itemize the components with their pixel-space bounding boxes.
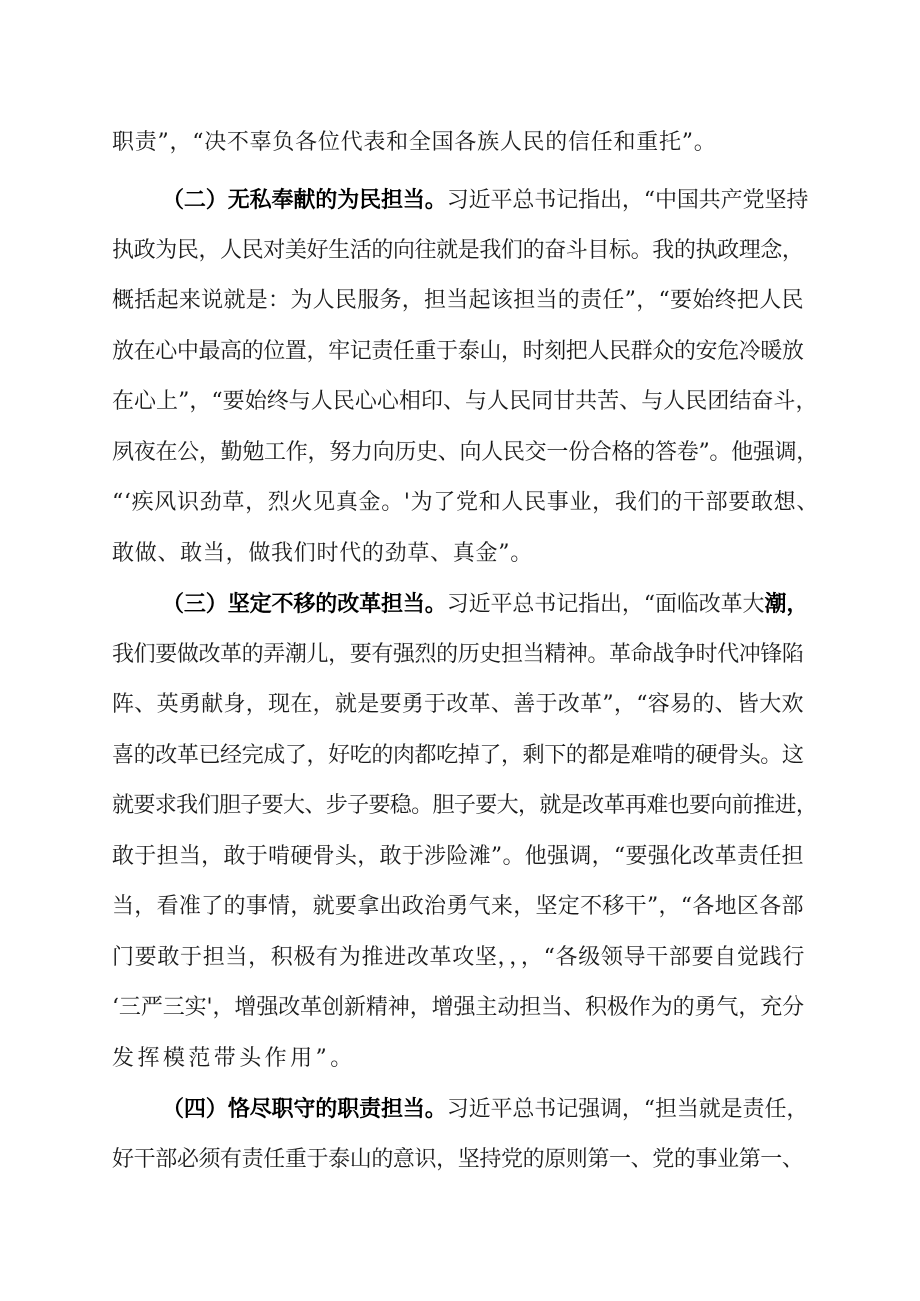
text-line-1	[112, 128, 716, 158]
text-line-12	[112, 690, 804, 720]
line-text: 职责”，“决不辜负各位代表和全国各族人民的信任和重托”。	[112, 130, 717, 155]
line-text: 敢于担当，敢于啃硬骨头，敢于涉险滩”。他强调，“要强化改革责任担	[112, 844, 804, 869]
text-line-8	[112, 488, 818, 518]
text-line-19	[112, 1044, 356, 1074]
line-text: “‘疾风识劲草，烈火见真金。'为了党和人民事业，我们的干部要敢想、	[112, 490, 820, 515]
line-text: 习近平总书记强调，“担当就是责任，	[446, 1097, 809, 1122]
line-text: 阵、英勇献身，现在，就是要勇于改革、善于改革”，“容易的、皆大欢	[112, 692, 804, 717]
text-line-21	[112, 1145, 804, 1175]
line-text: 门要敢于担当，积极有为推进改革攻坚，，，“各级领导干部要自觉践行	[112, 945, 806, 970]
line-text: 敢做、敢当，做我们时代的劲草、真金”。	[112, 541, 533, 566]
line-text: 概括起来说就是：为人民服务，担当起该担当的责任”，“要始终把人民	[112, 288, 804, 313]
line-text: 习近平总书记指出，“面临改革大	[446, 592, 765, 617]
text-line-5	[112, 337, 804, 367]
text-line-16	[112, 892, 804, 922]
line-text: 执政为民，人民对美好生活的向往就是我们的奋斗目标。我的执政理念，	[112, 238, 804, 263]
text-line-14	[112, 791, 818, 821]
line-text: 放在心中最高的位置，牢记责任重于泰山，时刻把人民群众的安危冷暖放	[112, 339, 804, 364]
line-text-bold: 潮，	[764, 591, 809, 617]
line-text: 习近平总书记指出，“中国共产党坚持	[446, 188, 809, 213]
text-line-17	[112, 943, 804, 973]
text-line-11	[112, 640, 804, 670]
text-line-18	[112, 993, 804, 1023]
text-line-3	[112, 236, 804, 266]
section-heading-4: （四）恪尽职守的职责担当。	[162, 1096, 447, 1122]
line-text: 在心上”，“要始终与人民心心相印、与人民同甘共苦、与人民团结奋斗，	[112, 389, 818, 414]
line-text: ‘三严三实'，增强改革创新精神，增强主动担当、积极作为的勇气，充分	[112, 995, 805, 1020]
text-line-9	[112, 539, 532, 569]
text-line-10	[162, 589, 808, 619]
line-text: 发挥模范带头作用”。	[112, 1046, 356, 1071]
text-line-7	[112, 438, 818, 468]
text-line-20	[162, 1094, 808, 1124]
line-text: 当，看准了的事情，就要拿出政治勇气来，坚定不移干”，“各地区各部	[112, 894, 804, 919]
line-text: 喜的改革已经完成了，好吃的肉都吃掉了，剩下的都是难啃的硬骨头。这	[112, 743, 804, 768]
text-line-15	[112, 842, 804, 872]
line-text: 夙夜在公，勤勉工作，努力向历史、向人民交一份合格的答卷”。他强调，	[112, 440, 819, 465]
line-text: 好干部必须有责任重于泰山的意识，坚持党的原则第一、党的事业第一、	[112, 1147, 804, 1172]
section-heading-3: （三）坚定不移的改革担当。	[162, 591, 447, 617]
line-text: 我们要做改革的弄潮儿，要有强烈的历史担当精神。革命战争时代冲锋陷	[112, 642, 804, 667]
text-line-13	[112, 741, 804, 771]
section-heading-2: （二）无私奉献的为民担当。	[162, 187, 447, 213]
text-line-4	[112, 286, 804, 316]
text-line-2	[162, 185, 808, 215]
text-line-6	[112, 387, 818, 417]
line-text: 就要求我们胆子要大、步子要稳。胆子要大，就是改革再难也要向前推进，	[112, 793, 818, 818]
